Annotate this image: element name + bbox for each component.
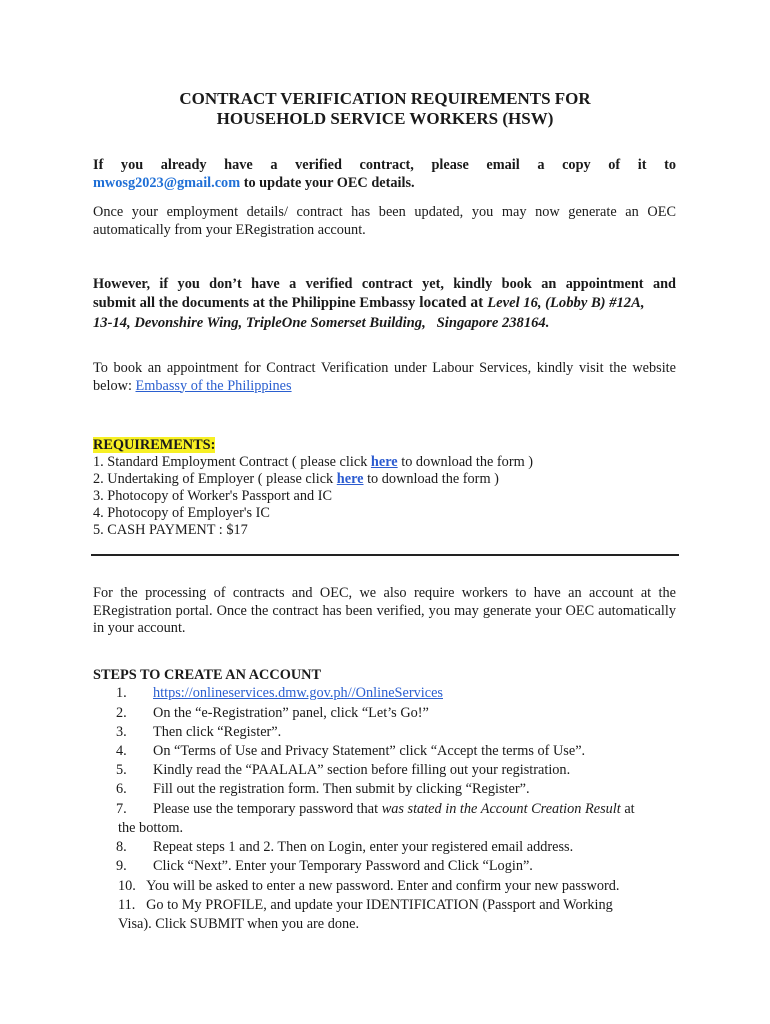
step-number: 3. — [116, 724, 127, 740]
step-number: 6. — [116, 781, 127, 797]
oec-update-paragraph: Once your employment details/ contract has been updated, you may now generate an OEC automatically from your ERegistration account. — [93, 204, 676, 238]
requirement-item: 5. CASH PAYMENT : $17 — [93, 522, 248, 538]
requirement-item-text: 1. Standard Employment Contract ( please click — [93, 454, 371, 470]
step-number: 9. — [116, 858, 127, 874]
requirements-heading-text: REQUIREMENTS: — [93, 437, 216, 453]
contact-email[interactable]: mwosg2023@gmail.com — [93, 175, 241, 191]
requirement-item-text: to download the form ) — [363, 471, 499, 487]
intro-line-2-rest: to update your OEC details. — [240, 175, 415, 191]
step-number: 5. — [116, 762, 127, 778]
embassy-located-at: located at — [415, 294, 488, 311]
step-7-continuation: the bottom. — [118, 820, 184, 836]
step-11-continuation: Visa). Click SUBMIT when you are done. — [118, 916, 360, 932]
requirement-item — [93, 454, 533, 471]
step-number: 2. — [116, 705, 127, 721]
steps-heading: STEPS TO CREATE AN ACCOUNT — [93, 667, 322, 683]
step-text: Kindly read the “PAALALA” section before filling out your registration. — [153, 762, 571, 778]
embassy-line-3 — [93, 315, 549, 332]
requirement-item-text: to download the form ) — [397, 454, 534, 470]
undertaking-download-link[interactable]: here — [336, 471, 364, 487]
step-text: On “Terms of Use and Privacy Statement” click “Accept the terms of Use”. — [153, 743, 586, 759]
embassy-address-part-2: 13-14, Devonshire Wing, TripleOne Somerset Building, — [93, 315, 426, 331]
embassy-website-link[interactable]: Embassy of the Philippines — [135, 377, 292, 394]
booking-text: To book an appointment for Contract Verification under Labour Services, kindly visit the website below: — [93, 360, 676, 394]
embassy-address-part-1: Level 16, (Lobby B) #12A, — [487, 295, 645, 311]
step-number: 4. — [116, 743, 127, 759]
document-title-line-1: CONTRACT VERIFICATION REQUIREMENTS FOR — [179, 89, 591, 108]
online-services-link[interactable]: https://onlineservices.dmw.gov.ph//OnlineServices — [153, 685, 443, 701]
requirements-heading — [93, 437, 215, 454]
contract-download-link[interactable]: here — [370, 454, 398, 470]
requirement-item: 3. Photocopy of Worker's Passport and IC — [93, 488, 333, 504]
intro-line-1: If you already have a verified contract, please email a copy of it to — [93, 157, 676, 173]
requirement-item: 4. Photocopy of Employer's IC — [93, 505, 270, 521]
step-text: Click “Next”. Enter your Temporary Password and Click “Login”. — [153, 858, 533, 874]
intro-line-2 — [93, 175, 415, 192]
step-text: Repeat steps 1 and 2. Then on Login, enter your registered email address. — [153, 839, 574, 855]
requirement-item-text: 2. Undertaking of Employer ( please click — [93, 471, 337, 487]
step-text: On the “e-Registration” panel, click “Let’s Go!” — [153, 705, 429, 721]
step-text: Fill out the registration form. Then submit by clicking “Register”. — [153, 781, 530, 797]
embassy-line-1: However, if you don’t have a verified contract yet, kindly book an appointment and — [93, 276, 676, 292]
step-number: 1. — [116, 685, 127, 701]
step-7-italic: was stated in the Account Creation Result — [381, 801, 621, 817]
embassy-line-2 — [93, 294, 644, 312]
embassy-line-2-bold: submit all the documents at the Philippine Embassy — [93, 295, 416, 311]
requirement-item — [93, 471, 499, 488]
step-text: Then click “Register”. — [153, 724, 282, 740]
step-number: 7. — [116, 801, 127, 817]
document-title-line-2: HOUSEHOLD SERVICE WORKERS (HSW) — [216, 109, 554, 128]
step-7-text: Please use the temporary password that — [153, 801, 382, 817]
booking-paragraph — [93, 360, 676, 395]
step-number: 8. — [116, 839, 127, 855]
embassy-city: Singapore 238164. — [436, 315, 550, 331]
step-item: 11. Go to My PROFILE, and update your IDENTIFICATION (Passport and Working — [118, 897, 613, 913]
processing-paragraph: For the processing of contracts and OEC, we also require workers to have an account at the ERegistration portal. Once the contract has been verified, you may generate your OEC automatically in your account. — [93, 585, 676, 636]
section-divider — [91, 554, 679, 556]
step-text — [153, 800, 635, 818]
step-item: 10. You will be asked to enter a new password. Enter and confirm your new password. — [118, 878, 620, 894]
step-7-text-end: at — [620, 801, 635, 817]
